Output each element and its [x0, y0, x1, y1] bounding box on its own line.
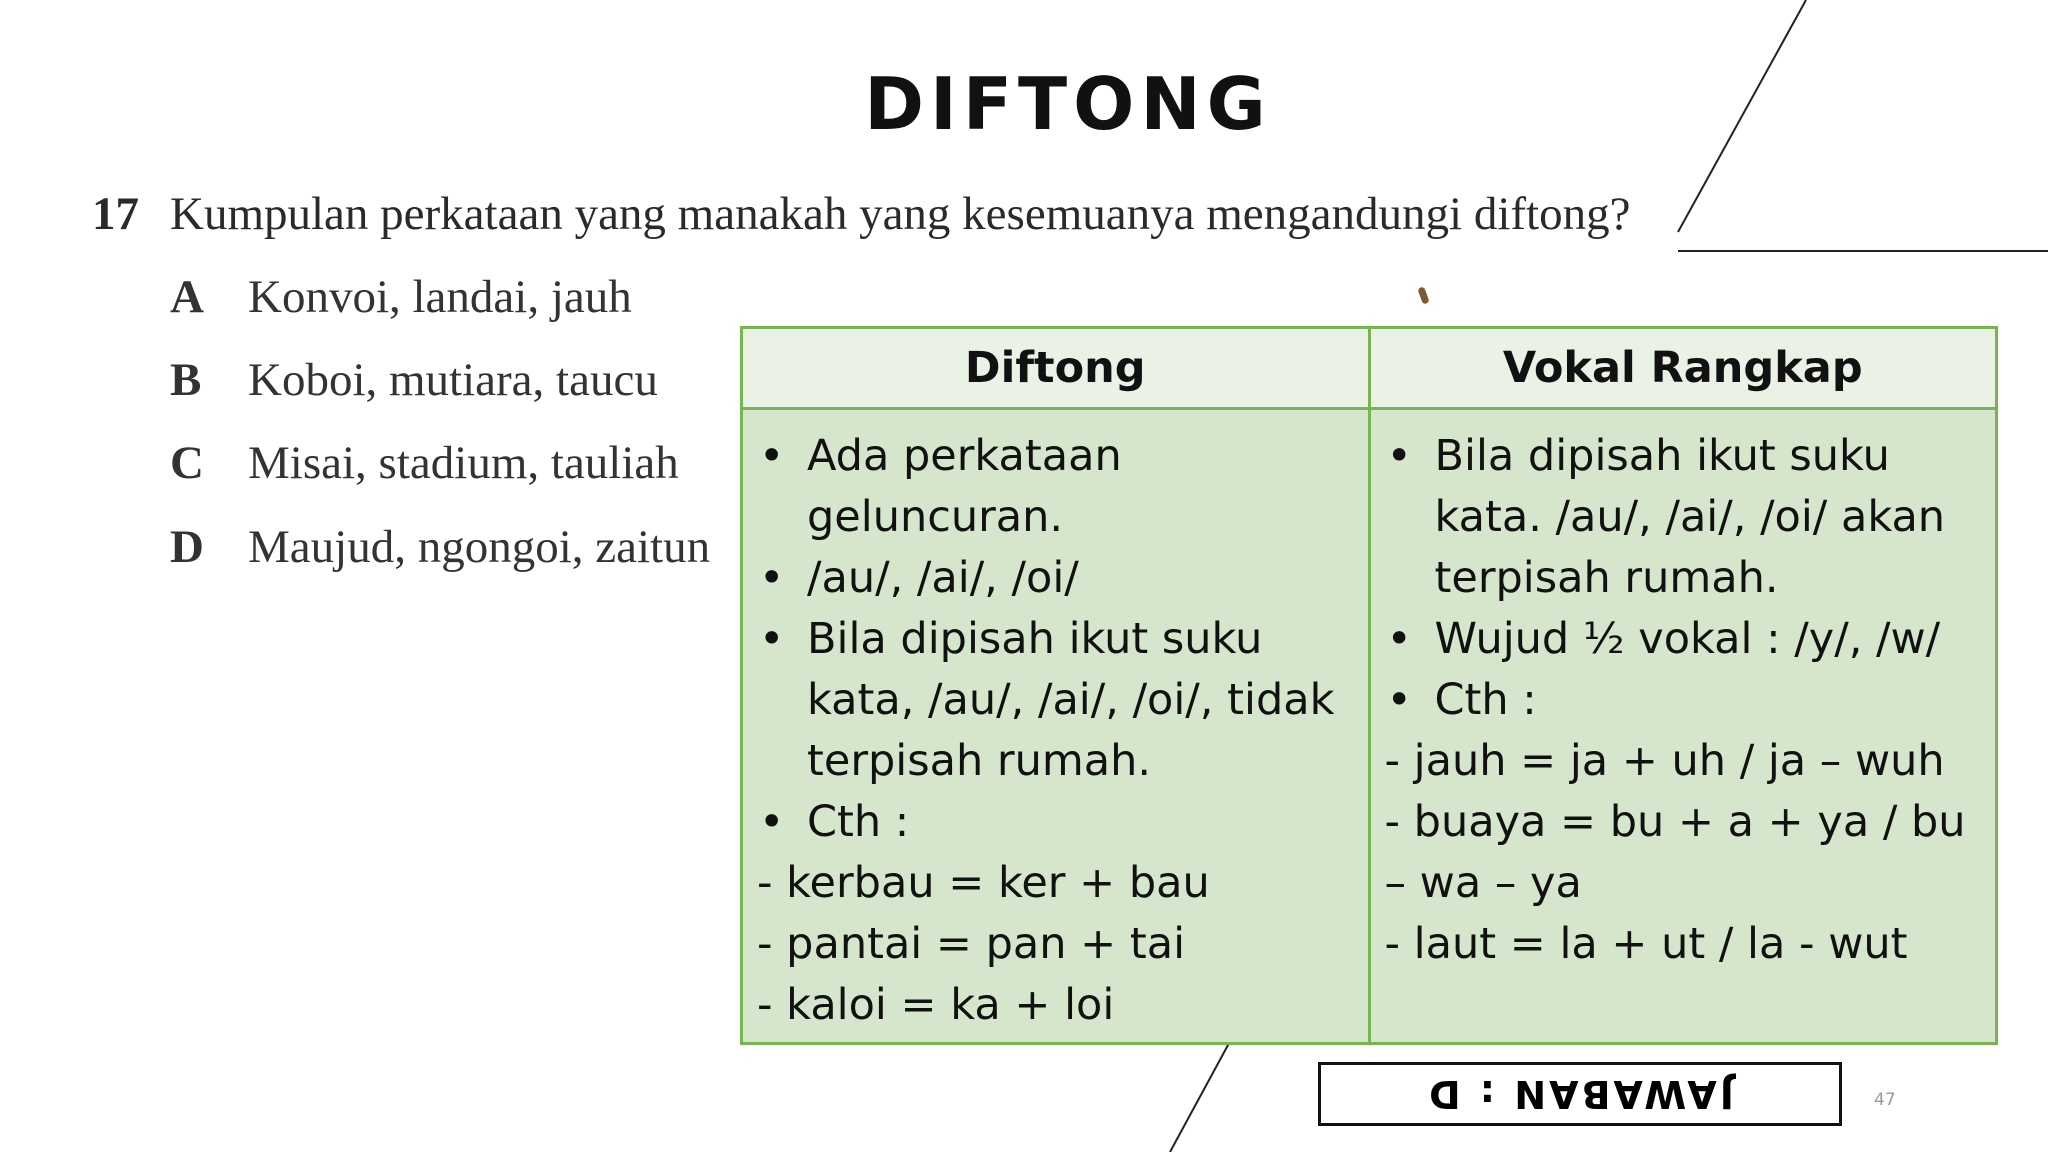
option-c — [170, 436, 679, 490]
diftong-cell — [742, 409, 1370, 1044]
list-item: • Wujud ½ vokal : /y/, /w/ — [1385, 609, 1982, 670]
question-text: Kumpulan perkataan yang manakah yang kesemuanya mengandungi diftong? — [170, 188, 1631, 240]
option-letter: C — [170, 437, 204, 489]
option-a — [170, 270, 632, 324]
list-item: • Ada perkataan geluncuran. — [757, 426, 1354, 548]
option-b — [170, 353, 658, 407]
example-line: - kaloi = ka + loi — [757, 980, 1115, 1030]
header-vokal-rangkap: Vokal Rangkap — [1369, 328, 1997, 409]
vokal-rangkap-bullet-list — [1385, 426, 1982, 731]
example-line: - buaya = bu + a + ya / bu – wa – ya — [1384, 797, 1966, 908]
slide-title: DIFTONG — [864, 62, 1272, 146]
option-text: Maujud, ngongoi, zaitun — [248, 521, 711, 573]
option-letter: A — [170, 271, 204, 323]
vokal-rangkap-cell — [1369, 409, 1997, 1044]
question-line — [92, 187, 1672, 241]
diftong-bullet-list — [757, 426, 1354, 853]
answer-text: JAWABAN : D — [1426, 1072, 1734, 1116]
list-item: • Bila dipisah ikut suku kata. /au/, /ai/, /oi/ akan terpisah rumah. — [1385, 426, 1982, 609]
comparison-table — [740, 326, 1998, 1045]
list-item: • /au/, /ai/, /oi/ — [757, 548, 1354, 609]
option-text: Koboi, mutiara, taucu — [248, 354, 658, 406]
list-item: • Cth : — [1385, 670, 1982, 731]
answer-box — [1318, 1062, 1842, 1126]
page-number: 47 — [1874, 1090, 1896, 1110]
option-letter: B — [170, 354, 202, 406]
question-number: 17 — [92, 188, 139, 240]
option-d — [170, 520, 710, 574]
scan-speck — [1417, 286, 1429, 304]
list-item: • Bila dipisah ikut suku kata, /au/, /ai/, /oi/, tidak terpisah rumah. — [757, 609, 1354, 792]
option-letter: D — [170, 521, 204, 573]
option-text: Konvoi, landai, jauh — [248, 271, 632, 323]
table-header-row — [742, 328, 1997, 409]
table-body-row — [742, 409, 1997, 1044]
list-item: • Cth : — [757, 792, 1354, 853]
example-line: - kerbau = ker + bau — [757, 858, 1210, 908]
example-line: - laut = la + ut / la - wut — [1384, 919, 1908, 969]
diagonal-line-bottom — [1170, 1034, 1234, 1152]
option-text: Misai, stadium, tauliah — [248, 437, 679, 489]
header-diftong: Diftong — [742, 328, 1370, 409]
example-line: - pantai = pan + tai — [757, 919, 1186, 969]
example-line: - jauh = ja + uh / ja – wuh — [1384, 736, 1945, 786]
